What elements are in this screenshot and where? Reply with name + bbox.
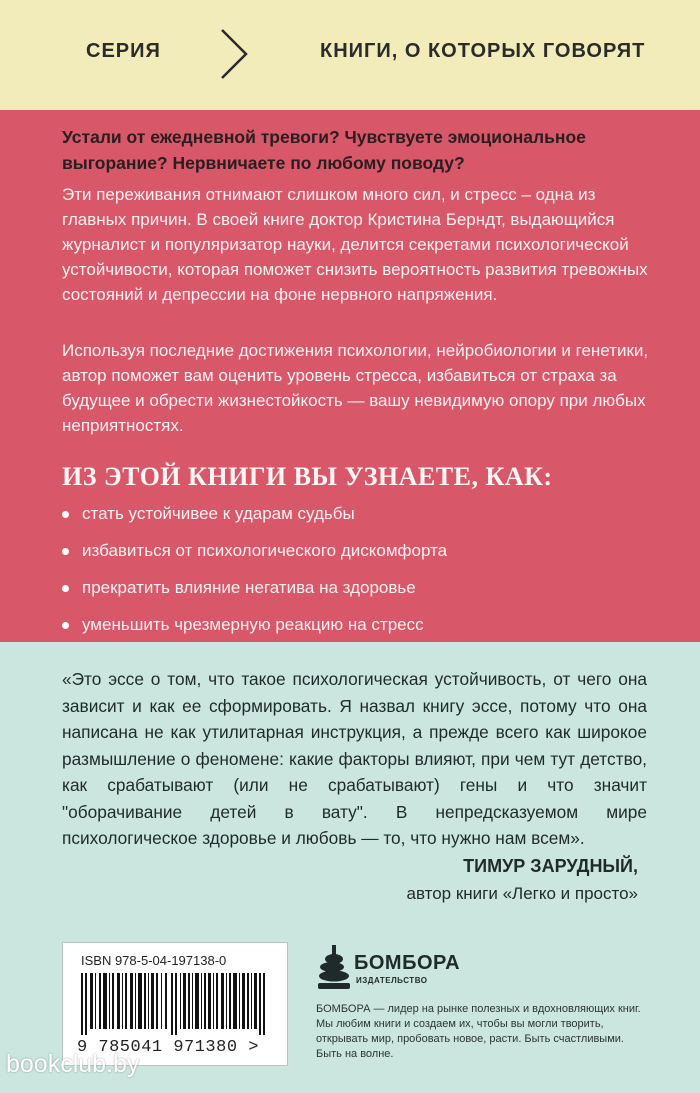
barcode-panel [62,942,288,1066]
series-band [0,0,700,110]
learn-heading: ИЗ ЭТОЙ КНИГИ ВЫ УЗНАЕТЕ, КАК: [62,462,553,491]
bombora-logo-icon [316,945,354,991]
chevron-right-icon [212,26,252,82]
list-item [62,578,662,598]
series-label: СЕРИЯ [86,40,161,62]
quote-author-note: автор книги «Легко и просто» [406,884,638,903]
quote-author: ТИМУР ЗАРУДНЫЙ, [463,856,638,876]
barcode-digits: 9 785041 971380 > [77,1038,259,1057]
publisher-sub: ИЗДАТЕЛЬСТВО [356,976,428,985]
list-item [62,615,662,635]
bullet-dot-icon [62,511,69,518]
description-paragraph-2: Используя последние достижения психологии, нейробиологии и генетики, автор поможет вам оценить уровень стресса, избавиться от страха за будущее и обрести жизнестойкость — вашу невидимую опору при любых неприятностях. [62,341,649,435]
isbn-number: ISBN 978-5-04-197138-0 [81,953,227,968]
series-title: КНИГИ, О КОТОРЫХ ГОВОРЯТ [320,40,646,62]
site-watermark: bookclub.by [6,1050,140,1078]
description-band [0,110,700,642]
list-item-text: стать устойчивее к ударам судьбы [82,504,355,523]
quote-band [0,642,700,1093]
publisher-description: БОМБОРА — лидер на рынке полезных и вдохновляющих книг. Мы любим книги и создаем их, чтобы вы могли творить, открывать мир, пробовать новое, расти. Быть счастливыми. Быть на волне. [316,1003,641,1060]
list-item-text: избавиться от психологического дискомфорта [82,541,448,560]
list-item-text: уменьшить чрезмерную реакцию на стресс [82,615,424,634]
bullet-dot-icon [62,622,69,629]
description-paragraph-1: Эти переживания отнимают слишком много сил, и стресс – одна из главных причин. В своей книге доктор Кристина Берндт, выдающийся журналист и популяризатор науки, делится секретами психологической устойчивости, которая поможет снизить вероятность развития тревожных состояний и депрессии на фоне нервного напряжения. [62,185,648,304]
bullet-dot-icon [62,585,69,592]
list-item-text: прекратить влияние негатива на здоровье [82,578,416,597]
list-item [62,504,662,524]
lead-question: Устали от ежедневной тревоги? Чувствуете эмоциональное выгорание? Нервничаете по любому поводу? [62,127,586,173]
learn-list [62,494,662,652]
publisher-name: БОМБОРА [354,952,461,974]
review-quote: «Это эссе о том, что такое психологическая устойчивость, от чего она зависит и как ее сформировать. Я назвал книгу эссе, потому что она написана не как утилитарная инструкция, а прежде всего как широкое размышление о феномене: какие факторы влияют, при чем тут детство, как срабатывают (или не срабатывают) гены и что значит "оборачивание детей в вату". В непредсказуемом мире психологическое здоровье и любовь — то, что нужно нам всем». [62,669,647,848]
barcode-icon [77,973,273,1035]
bullet-dot-icon [62,548,69,555]
list-item [62,541,662,561]
